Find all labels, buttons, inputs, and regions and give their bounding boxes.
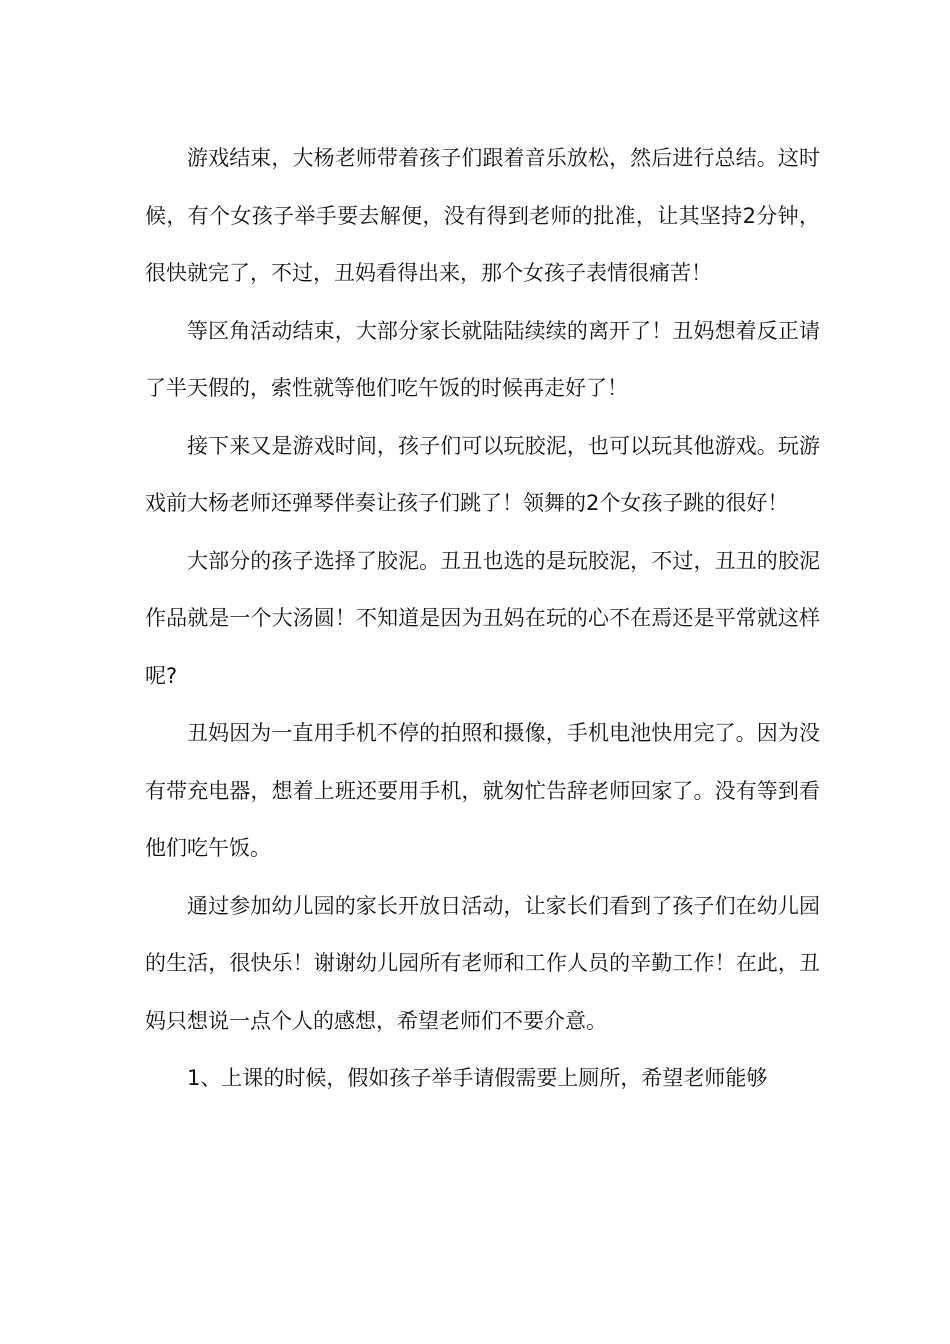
paragraph-game-end: 游戏结束，大杨老师带着孩子们跟着音乐放松，然后进行总结。这时候，有个女孩子举手要去解便，没有得到老师的批准，让其坚持2分钟，很快就完了，不过，丑妈看得出来，那个女孩子表情很痛苦！: [145, 146, 820, 285]
paragraph-suggestion-1: 1、上课的时候，假如孩子举手请假需要上厕所，希望老师能够: [187, 1066, 768, 1090]
document-body: [145, 130, 820, 1108]
paragraph-corner-activity: 等区角活动结束，大部分家长就陆陆续续的离开了！丑妈想着反正请了半天假的，索性就等他们吃午饭的时候再走好了！: [145, 318, 820, 400]
paragraph-clay: 大部分的孩子选择了胶泥。丑丑也选的是玩胶泥，不过，丑丑的胶泥作品就是一个大汤圆！不知道是因为丑妈在玩的心不在焉还是平常就这样呢?: [145, 548, 820, 688]
paragraph-play-time: 接下来又是游戏时间，孩子们可以玩胶泥，也可以玩其他游戏。玩游戏前大杨老师还弹琴伴奏让孩子们跳了！领舞的2个女孩子跳的很好！: [145, 433, 820, 515]
paragraph-open-day-thoughts: 通过参加幼儿园的家长开放日活动，让家长们看到了孩子们在幼儿园的生活，很快乐！谢谢幼儿园所有老师和工作人员的辛勤工作！在此，丑妈只想说一点个人的感想，希望老师们不要介意。: [145, 893, 820, 1033]
paragraph-phone-battery: 丑妈因为一直用手机不停的拍照和摄像，手机电池快用完了。因为没有带充电器，想着上班还要用手机，就匆忙告辞老师回家了。没有等到看他们吃午饭。: [145, 721, 820, 860]
